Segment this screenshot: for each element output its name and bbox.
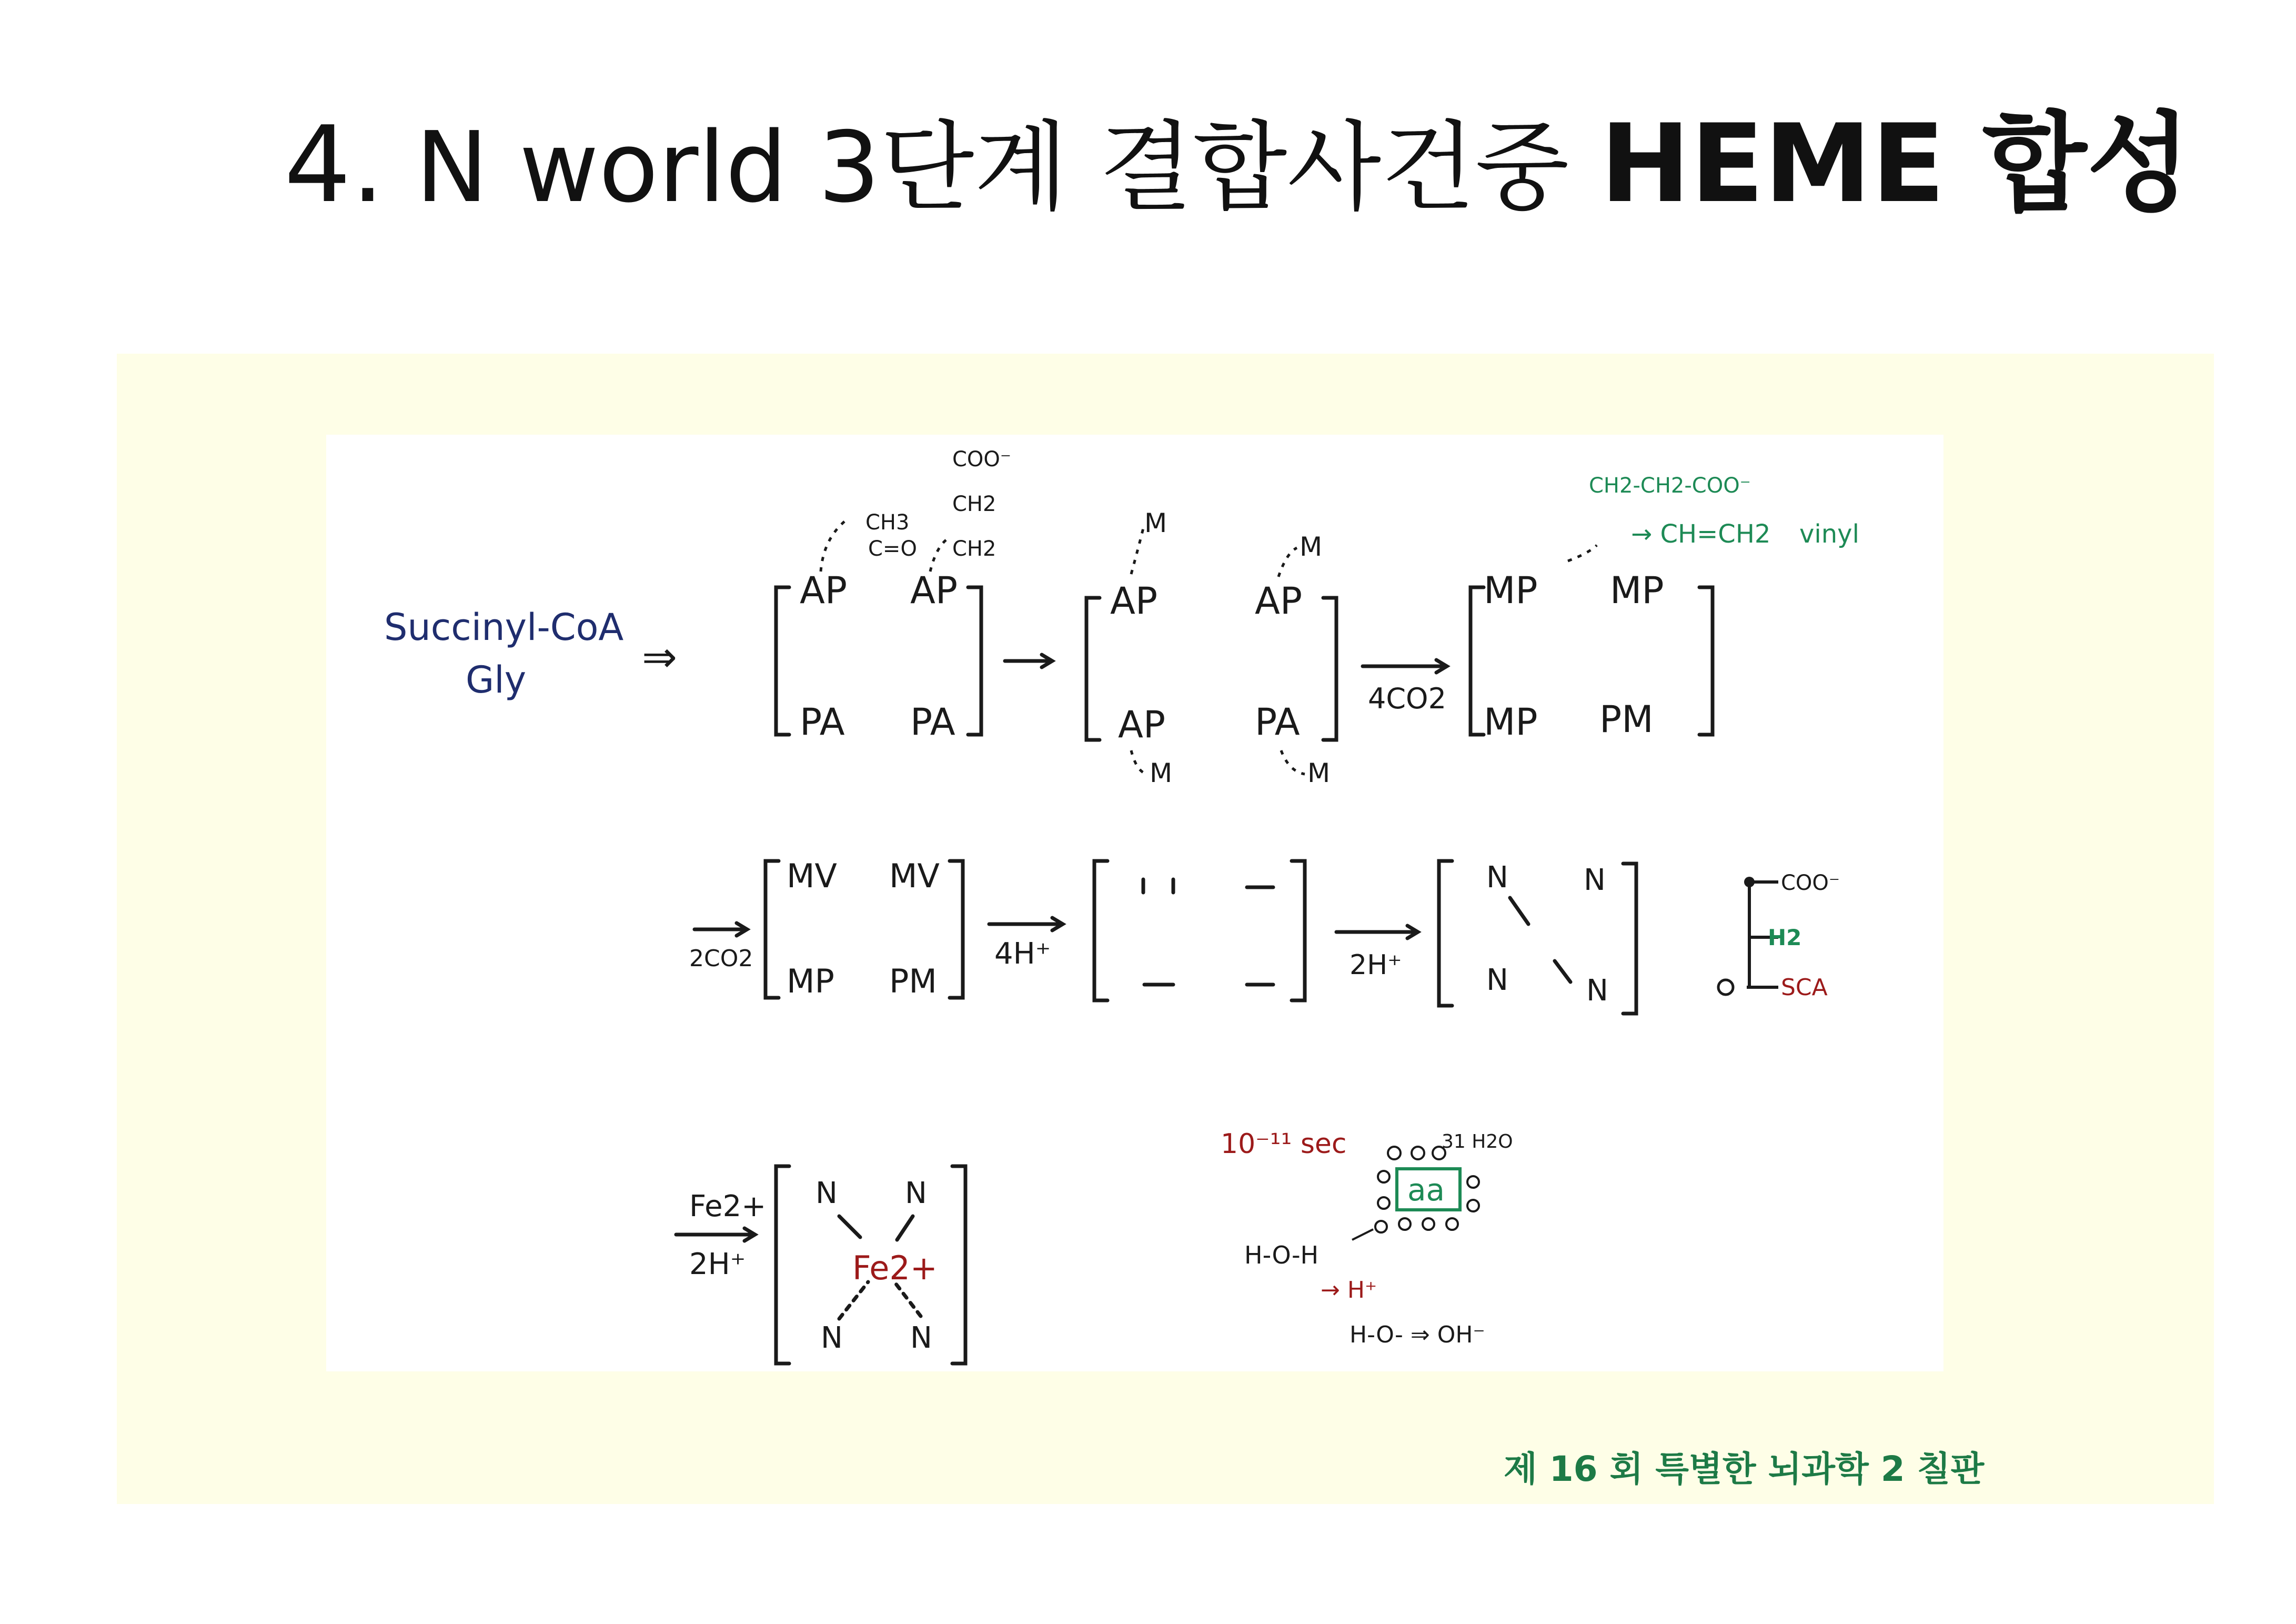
time-note: 10⁻¹¹ sec xyxy=(1221,1128,1347,1160)
box6-n-br: N xyxy=(1586,974,1608,1008)
legend-coo: COO⁻ xyxy=(1781,871,1840,895)
title-number: 4. xyxy=(284,104,385,226)
arrow-6 xyxy=(676,1228,755,1241)
handwritten-diagram xyxy=(326,435,1943,1371)
box7-left-bracket xyxy=(776,1166,789,1364)
title-text: N world 3단계 결합사건중 xyxy=(415,111,1569,224)
m-label-1: M xyxy=(1144,508,1167,538)
legend-h2: H2 xyxy=(1768,925,1802,950)
box6-n-bl: N xyxy=(1486,963,1508,997)
fe-arrow-bottom: 2H⁺ xyxy=(689,1247,746,1281)
m-label-3: M xyxy=(1150,758,1173,788)
vinyl-note-1: CH2-CH2-COO⁻ xyxy=(1589,474,1751,498)
double-arrow: ⇒ xyxy=(642,633,678,681)
legend-structure xyxy=(1718,871,1840,1001)
box3-right-bracket xyxy=(1699,587,1713,735)
dash-2 xyxy=(930,537,950,572)
side-co: C=O xyxy=(868,537,917,561)
box5-right-bracket xyxy=(1292,861,1305,1000)
arrow-5 xyxy=(1336,926,1418,938)
arrow-3 xyxy=(694,923,747,936)
dash-1 xyxy=(821,522,844,572)
box7-right-bracket xyxy=(952,1166,965,1364)
box6-n-tl: N xyxy=(1486,860,1508,895)
box7-n-bl: N xyxy=(821,1321,843,1355)
box1-bl: PA xyxy=(800,700,845,744)
box5-left-bracket xyxy=(1094,861,1107,1000)
arrow-label-4h: 4H⁺ xyxy=(994,937,1051,971)
vinyl-note-2: → CH=CH2 xyxy=(1631,519,1771,549)
box2-br: PA xyxy=(1255,700,1300,744)
box2-right-bracket xyxy=(1323,598,1336,740)
water-arrow xyxy=(1352,1229,1373,1240)
vinyl-word: vinyl xyxy=(1799,519,1859,549)
box1-tl: AP xyxy=(800,569,848,612)
box6-n-tr: N xyxy=(1584,863,1606,897)
aa-label: aa xyxy=(1407,1172,1445,1208)
box7-n-br: N xyxy=(910,1321,932,1355)
side-ch3: CH3 xyxy=(865,510,910,535)
page-title xyxy=(284,102,2191,227)
dash-3 xyxy=(1131,524,1144,574)
box4-tl: MV xyxy=(787,857,837,895)
side-ch2-b: CH2 xyxy=(952,537,996,561)
diagram-svg xyxy=(326,435,1943,1371)
water-count: 31 H2O xyxy=(1442,1131,1513,1152)
footer-caption: 제 16 회 특별한 뇌과학 2 칠판 xyxy=(1504,1449,1985,1489)
box1-left-bracket xyxy=(776,587,789,735)
water-line-2: → H⁺ xyxy=(1321,1277,1377,1304)
box6-bonds xyxy=(1510,898,1570,982)
water-line-1: H-O-H xyxy=(1244,1241,1319,1269)
box6-left-bracket xyxy=(1439,861,1452,1006)
title-heme: HEME 합성 xyxy=(1600,102,2191,227)
dash-7 xyxy=(1568,545,1597,561)
m-label-2: M xyxy=(1300,532,1323,562)
arrow-label-2h: 2H⁺ xyxy=(1350,949,1402,981)
box2-tl: AP xyxy=(1110,579,1158,623)
fe-arrow-top: Fe2+ xyxy=(689,1189,767,1224)
box3-tl: MP xyxy=(1484,569,1538,612)
box2-bl: AP xyxy=(1118,703,1166,746)
water-line-3: H-O- ⇒ OH⁻ xyxy=(1350,1321,1485,1348)
fe-bonds-bottom xyxy=(839,1282,921,1319)
box4-br: PM xyxy=(889,962,937,1000)
reactant-succinyl: Succinyl-CoA xyxy=(384,606,624,649)
side-ch2-a: CH2 xyxy=(952,492,996,516)
box1-br: PA xyxy=(910,700,955,744)
m-label-4: M xyxy=(1307,758,1331,788)
box3-left-bracket xyxy=(1471,587,1484,735)
dash-4 xyxy=(1278,548,1297,577)
box1-right-bracket xyxy=(968,587,981,735)
dash-5 xyxy=(1131,750,1147,774)
fe-bonds-top xyxy=(839,1216,913,1240)
box3-bl: MP xyxy=(1484,700,1538,744)
box1-tr: AP xyxy=(910,569,958,612)
fe-center: Fe2+ xyxy=(852,1249,938,1287)
box5-marks xyxy=(1143,879,1273,985)
arrow-2 xyxy=(1363,660,1447,673)
box7-n-tl: N xyxy=(815,1176,838,1210)
box3-br: PM xyxy=(1599,698,1654,741)
arrow-1 xyxy=(1005,655,1052,667)
arrow-label-2co2: 2CO2 xyxy=(689,945,753,972)
side-coo: COO⁻ xyxy=(952,447,1012,472)
box6-right-bracket xyxy=(1623,864,1636,1014)
box3-tr: MP xyxy=(1610,569,1664,612)
reactant-gly: Gly xyxy=(466,658,527,701)
arrow-label-4co2: 4CO2 xyxy=(1368,682,1446,715)
box4-right-bracket xyxy=(950,861,963,998)
arrow-4 xyxy=(989,918,1063,930)
box4-tr: MV xyxy=(889,857,940,895)
box4-bl: MP xyxy=(787,962,834,1000)
box4-left-bracket xyxy=(766,861,779,998)
dash-6 xyxy=(1281,750,1305,774)
box2-left-bracket xyxy=(1086,598,1100,740)
box2-tr: AP xyxy=(1255,579,1303,623)
legend-sca: SCA xyxy=(1781,974,1828,1001)
box7-n-tr: N xyxy=(905,1176,927,1210)
